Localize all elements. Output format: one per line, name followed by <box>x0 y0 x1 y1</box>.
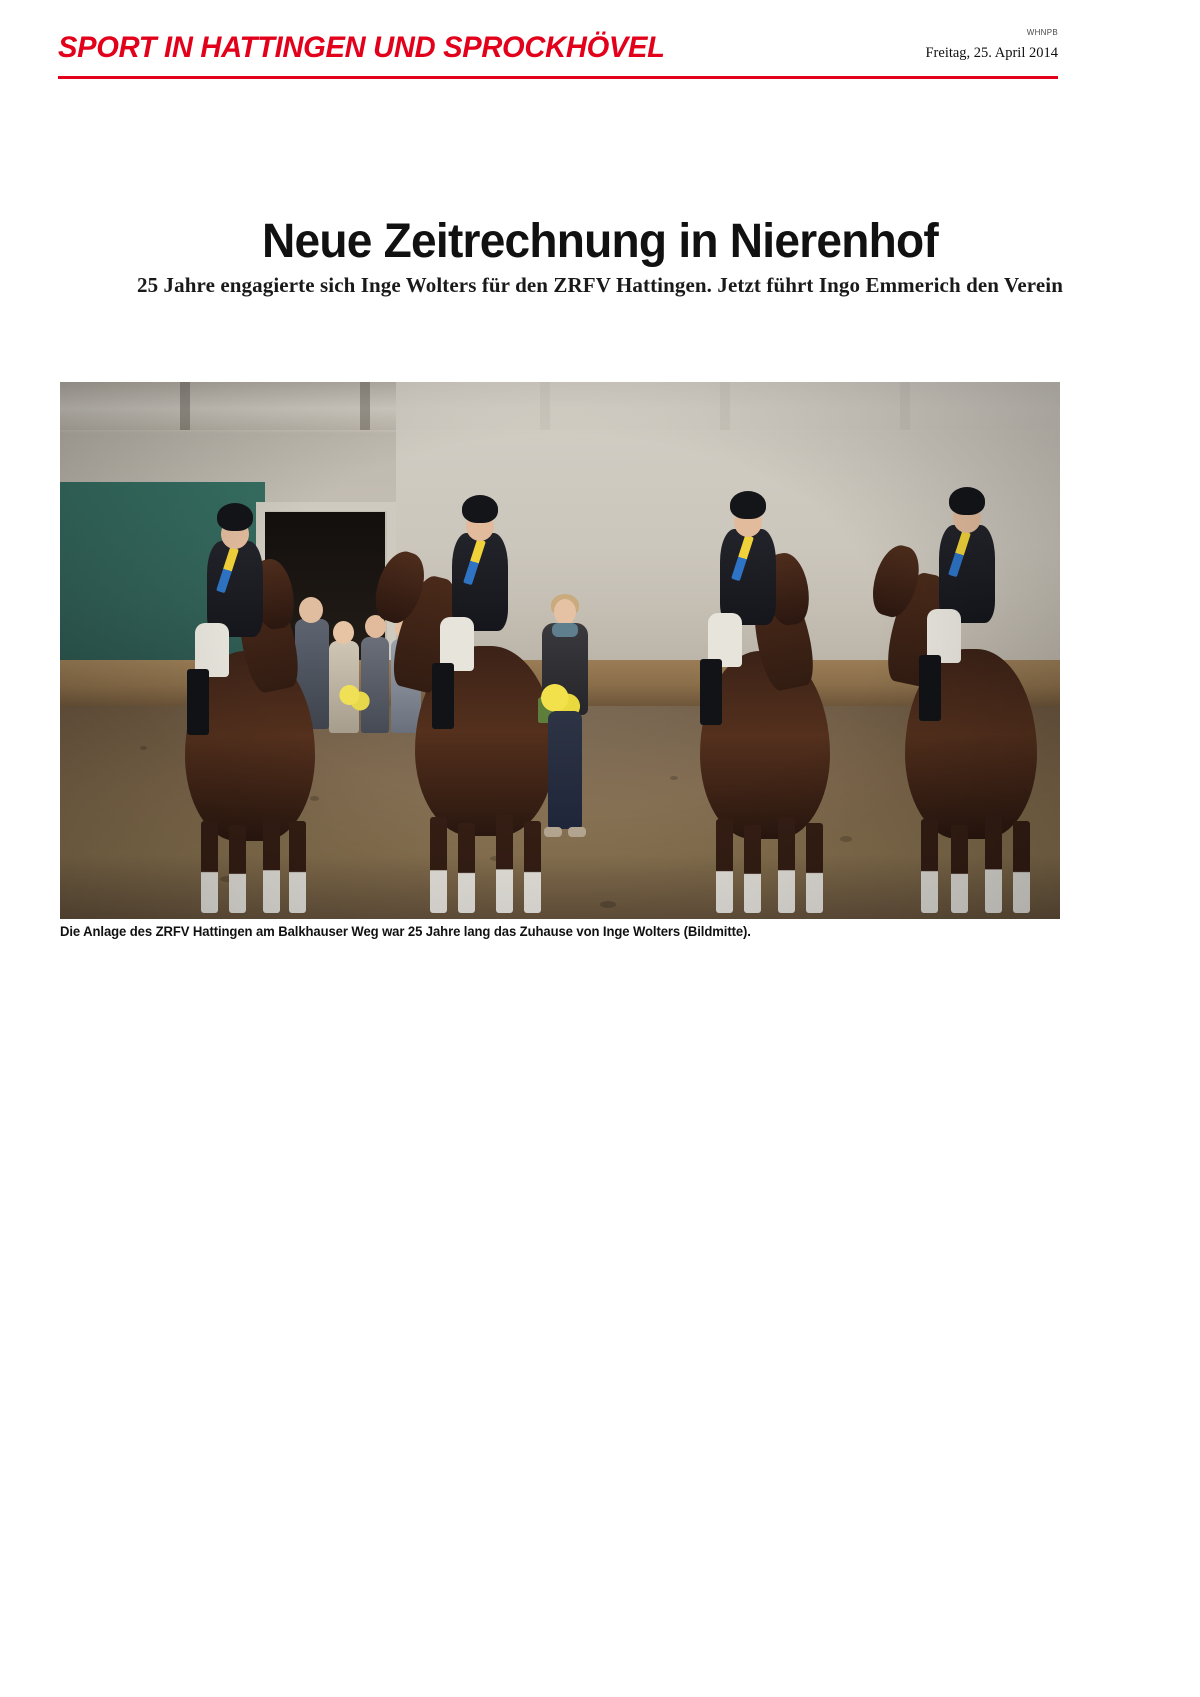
scarf <box>552 623 578 637</box>
shoe-right <box>568 827 586 837</box>
rider-horse-3 <box>660 481 850 911</box>
shoe-left <box>544 827 562 837</box>
rider-horse-4 <box>865 481 1055 911</box>
article-subheadline: 25 Jahre engagierte sich Inge Wolters für den ZRFV Hattingen. Jetzt führt Ingo Emmerich den Verein <box>137 273 1063 298</box>
photo-scene <box>60 382 1060 919</box>
face <box>554 599 576 625</box>
jeans <box>548 711 582 829</box>
section-title: SPORT IN HATTINGEN UND SPROCKHÖVEL <box>58 31 665 65</box>
page-title: Neue Zeitrechnung in Nierenhof <box>262 215 938 269</box>
masthead <box>58 28 1058 63</box>
rider-horse-1 <box>145 481 335 911</box>
edition-code: WHNPB <box>1026 28 1058 37</box>
photo-caption: Die Anlage des ZRFV Hattingen am Balkhauser Weg war 25 Jahre lang das Zuhause von Inge Wolters (Bildmitte). <box>60 924 751 939</box>
masthead-divider <box>58 76 1058 79</box>
honoured-person <box>530 599 600 899</box>
article-photo <box>60 382 1060 919</box>
publication-date: Freitag, 25. April 2014 <box>925 45 1058 62</box>
masthead-meta <box>925 28 1058 63</box>
